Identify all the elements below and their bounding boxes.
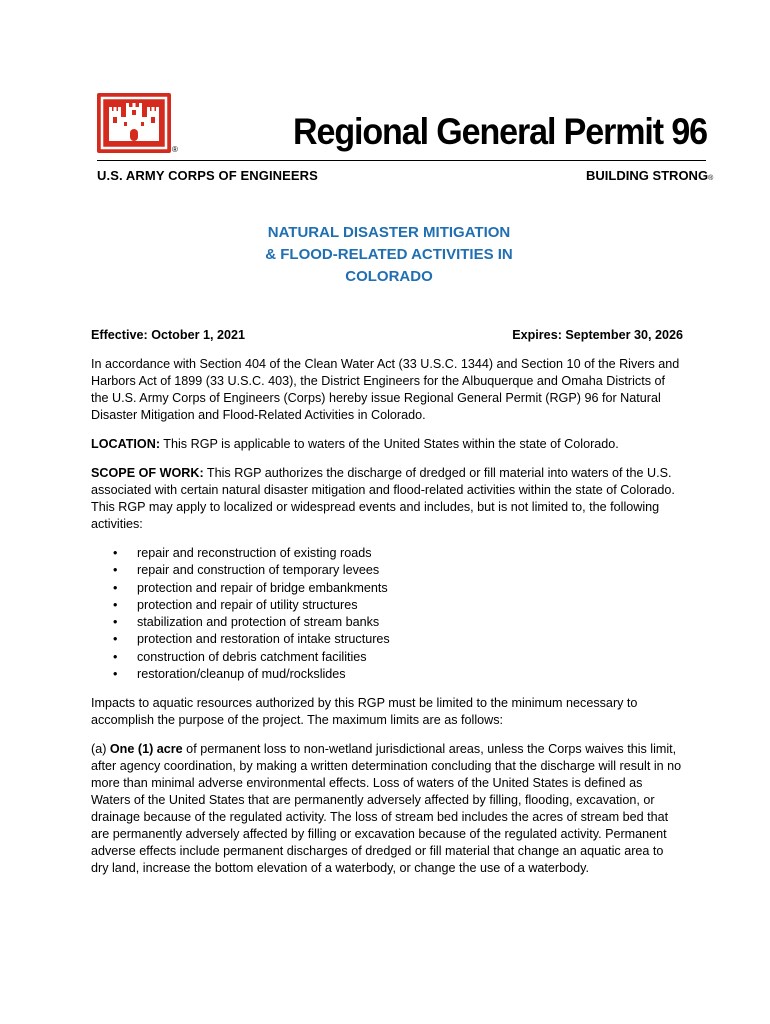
- list-item: • repair and reconstruction of existing roads: [137, 545, 683, 562]
- item-a-text: of permanent loss to non-wetland jurisdictional areas, unless the Corps waives this limit, after agency coordination, by making a written determination concluding that the discharge will result in no more than minimal adverse environmental effects. Loss of waters of the United States is defined as Waters of the United States that are permanently adversely affected by filling, flooding, excavation, or drainage because of the regulated activity. The loss of stream bed includes the acres of stream bed that are permanently adversely affected by filling or excavation because of the regulated activity. Permanent adverse effects include permanent discharges of dredged or fill material that change an aquatic area to dry land, increase the bottom elevation of a waterbody, or change the use of a waterbody.: [91, 742, 682, 876]
- document-title: Regional General Permit 96: [293, 111, 707, 152]
- permit-dates: [91, 327, 683, 344]
- tagline-registered-mark: ®: [708, 175, 714, 182]
- activities-list: [91, 545, 683, 683]
- list-item: • protection and repair of utility structures: [137, 597, 683, 614]
- tagline: [586, 168, 713, 183]
- subtitle-line-3: COLORADO: [345, 268, 433, 285]
- usace-castle-logo-icon: [97, 93, 171, 153]
- organization-name: U.S. ARMY CORPS OF ENGINEERS: [97, 168, 318, 183]
- list-item: • repair and construction of temporary levees: [137, 562, 683, 579]
- effective-date: Effective: October 1, 2021: [91, 328, 245, 342]
- subtitle-line-2: & FLOOD-RELATED ACTIVITIES IN: [265, 246, 513, 263]
- scope-paragraph: [91, 465, 683, 533]
- header-divider: [97, 160, 706, 161]
- intro-paragraph: In accordance with Section 404 of the Clean Water Act (33 U.S.C. 1344) and Section 10 of the Rivers and Harbors Act of 1899 (33 U.S.C. 403), the District Engineers for the Albuquerque and Omaha Districts of the U.S. Army Corps of Engineers (Corps) hereby issue Regional General Permit (RGP) 96 for Natural Disaster Mitigation and Flood-Related Activities in Colorado.: [91, 357, 680, 422]
- permit-subtitle: [160, 222, 618, 288]
- location-text: This RGP is applicable to waters of the United States within the state of Colorado.: [160, 437, 619, 451]
- expiration-date: Expires: September 30, 2026: [512, 328, 683, 342]
- list-item: • restoration/cleanup of mud/rockslides: [137, 666, 683, 683]
- location-paragraph: [91, 436, 683, 453]
- impacts-paragraph: Impacts to aquatic resources authorized by this RGP must be limited to the minimum necessary to accomplish the purpose of the project. The maximum limits are as follows:: [91, 696, 638, 728]
- subtitle-line-1: NATURAL DISASTER MITIGATION: [267, 224, 511, 241]
- registered-mark: ®: [172, 145, 178, 154]
- location-label: LOCATION:: [91, 437, 161, 451]
- document-body: [91, 327, 683, 889]
- tagline-text: BUILDING STRONG: [586, 168, 709, 183]
- scope-label: SCOPE OF WORK:: [91, 466, 204, 480]
- list-item: • stabilization and protection of stream banks: [137, 614, 683, 631]
- list-item: • protection and restoration of intake structures: [137, 631, 683, 648]
- item-a-prefix: (a): [91, 742, 110, 757]
- item-a-paragraph: [91, 741, 683, 877]
- list-item: • protection and repair of bridge embankments: [137, 580, 683, 597]
- item-a-limit: One (1) acre: [109, 742, 183, 757]
- list-item: • construction of debris catchment facilities: [137, 649, 683, 666]
- scope-text: This RGP authorizes the discharge of dredged or fill material into waters of the U.S. associated with certain natural disaster mitigation and flood-related activities within the state of Colorado. This RGP may apply to localized or widespread events and includes, but is not limited to, the following activities:: [91, 466, 675, 531]
